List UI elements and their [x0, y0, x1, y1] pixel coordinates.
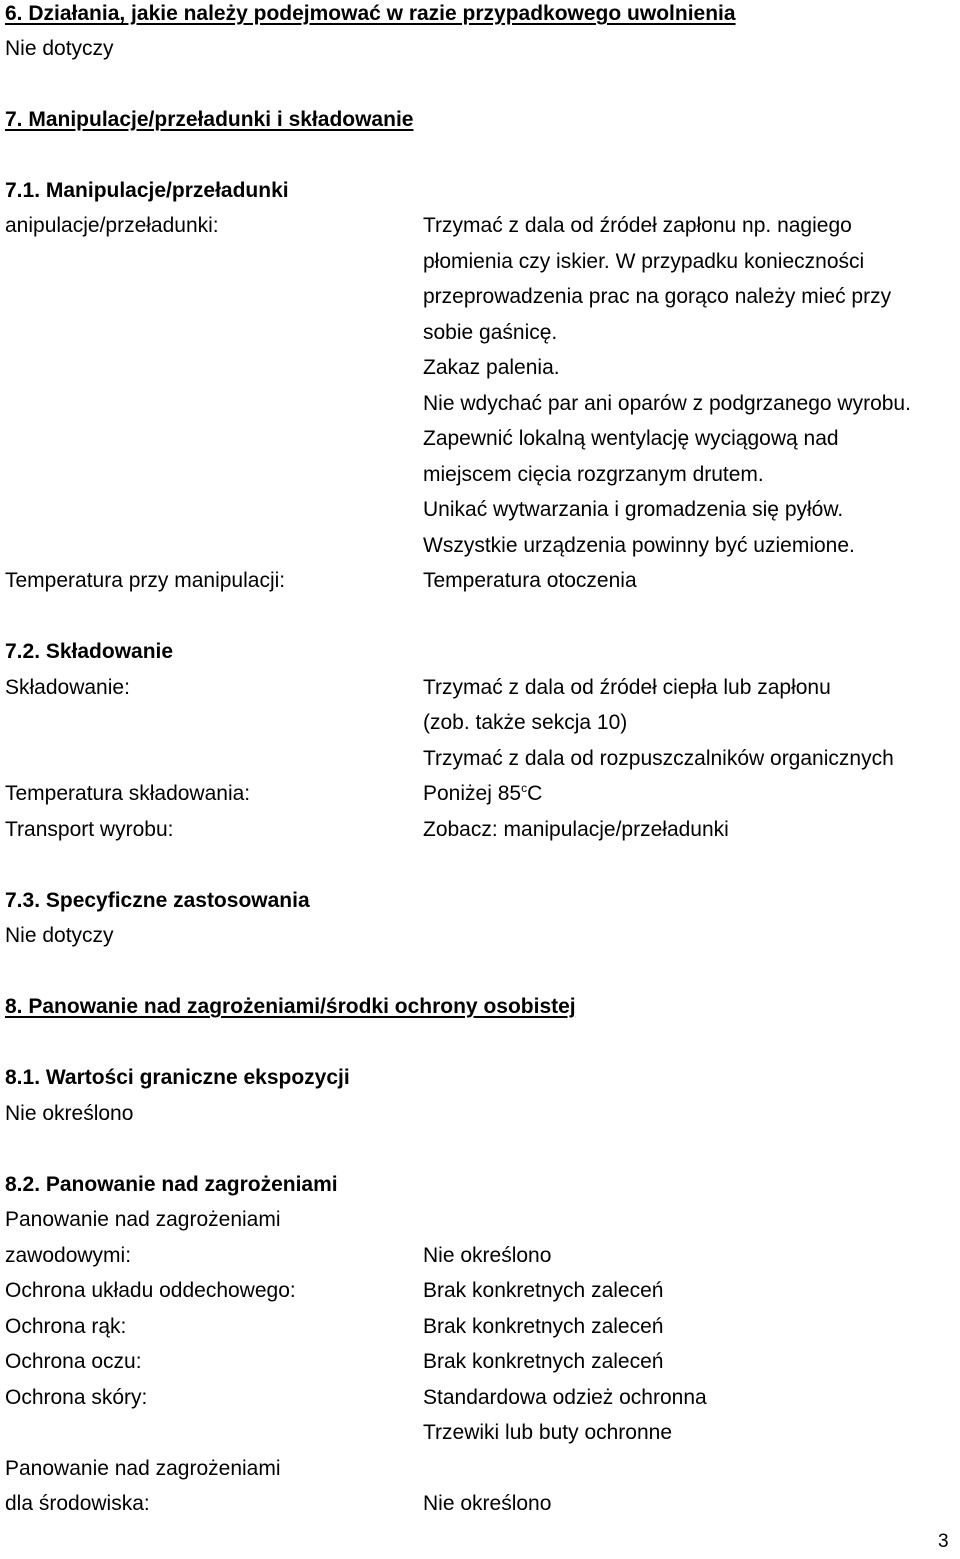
- eye-protection-value: Brak konkretnych zaleceń: [423, 1350, 664, 1373]
- skin-protection-label: Ochrona skóry:: [5, 1386, 148, 1409]
- environmental-control-label: Panowanie nad zagrożeniami: [5, 1457, 281, 1480]
- skin-protection-value-cont: Trzewiki lub buty ochronne: [423, 1421, 673, 1444]
- hand-protection-label: Ochrona rąk:: [5, 1315, 127, 1338]
- section-8-1-heading: 8.1. Wartości graniczne ekspozycji: [5, 1066, 350, 1089]
- storage-line: Trzymać z dala od źródeł ciepła lub zapłonu: [423, 676, 831, 699]
- section-8-2-heading: 8.2. Panowanie nad zagrożeniami: [5, 1173, 338, 1196]
- section-8-heading: 8. Panowanie nad zagrożeniami/środki ochrony osobistej: [5, 995, 576, 1018]
- occupational-control-value: Nie określono: [423, 1244, 552, 1267]
- section-6-heading: 6. Działania, jakie należy podejmować w razie przypadkowego uwolnienia: [5, 2, 736, 25]
- page-number: 3: [938, 1531, 949, 1552]
- environmental-control-value: Nie określono: [423, 1492, 552, 1515]
- storage-temperature-label: Temperatura składowania:: [5, 782, 251, 805]
- handling-line: płomienia czy iskier. W przypadku konieczności: [423, 250, 865, 273]
- section-7-1-heading: 7.1. Manipulacje/przeładunki: [5, 179, 289, 202]
- storage-line: (zob. także sekcja 10): [423, 711, 628, 734]
- skin-protection-value: Standardowa odzież ochronna: [423, 1386, 707, 1409]
- handling-line: Nie wdychać par ani oparów z podgrzanego wyrobu.: [423, 392, 911, 415]
- section-7-heading: 7. Manipulacje/przeładunki i składowanie: [5, 108, 414, 131]
- storage-line: Trzymać z dala od rozpuszczalników organicznych: [423, 747, 894, 770]
- handling-line: miejscem cięcia rozgrzanym drutem.: [423, 463, 764, 486]
- handling-line: sobie gaśnicę.: [423, 321, 558, 344]
- handling-line: Wszystkie urządzenia powinny być uziemione.: [423, 534, 855, 557]
- storage-label: Składowanie:: [5, 676, 130, 699]
- occupational-control-label: Panowanie nad zagrożeniami: [5, 1208, 281, 1231]
- storage-temperature-value: Poniżej 85$^c$C: [423, 781, 543, 805]
- section-7-2-heading: 7.2. Składowanie: [5, 640, 174, 663]
- eye-protection-label: Ochrona oczu:: [5, 1350, 142, 1373]
- handling-line: Zakaz palenia.: [423, 356, 560, 379]
- respiratory-protection-value: Brak konkretnych zaleceń: [423, 1279, 664, 1302]
- respiratory-protection-label: Ochrona układu oddechowego:: [5, 1279, 296, 1302]
- transport-label: Transport wyrobu:: [5, 818, 174, 841]
- handling-line: Trzymać z dala od źródeł zapłonu np. nagiego: [423, 214, 852, 237]
- environmental-control-label-cont: dla środowiska:: [5, 1492, 150, 1515]
- section-8-1-text: Nie określono: [5, 1102, 134, 1125]
- occupational-control-label-cont: zawodowymi:: [5, 1244, 132, 1267]
- handling-label: anipulacje/przeładunki:: [5, 214, 219, 237]
- section-7-3-heading: 7.3. Specyficzne zastosowania: [5, 889, 310, 912]
- hand-protection-value: Brak konkretnych zaleceń: [423, 1315, 664, 1338]
- handling-line: przeprowadzenia prac na gorąco należy mieć przy: [423, 285, 892, 308]
- section-6-text: Nie dotyczy: [5, 37, 114, 60]
- transport-value: Zobacz: manipulacje/przeładunki: [423, 818, 729, 841]
- section-7-3-text: Nie dotyczy: [5, 924, 114, 947]
- handling-temperature-label: Temperatura przy manipulacji:: [5, 569, 286, 592]
- handling-line: Unikać wytwarzania i gromadzenia się pyłów.: [423, 498, 844, 521]
- handling-temperature-value: Temperatura otoczenia: [423, 569, 637, 592]
- handling-line: Zapewnić lokalną wentylację wyciągową nad: [423, 427, 839, 450]
